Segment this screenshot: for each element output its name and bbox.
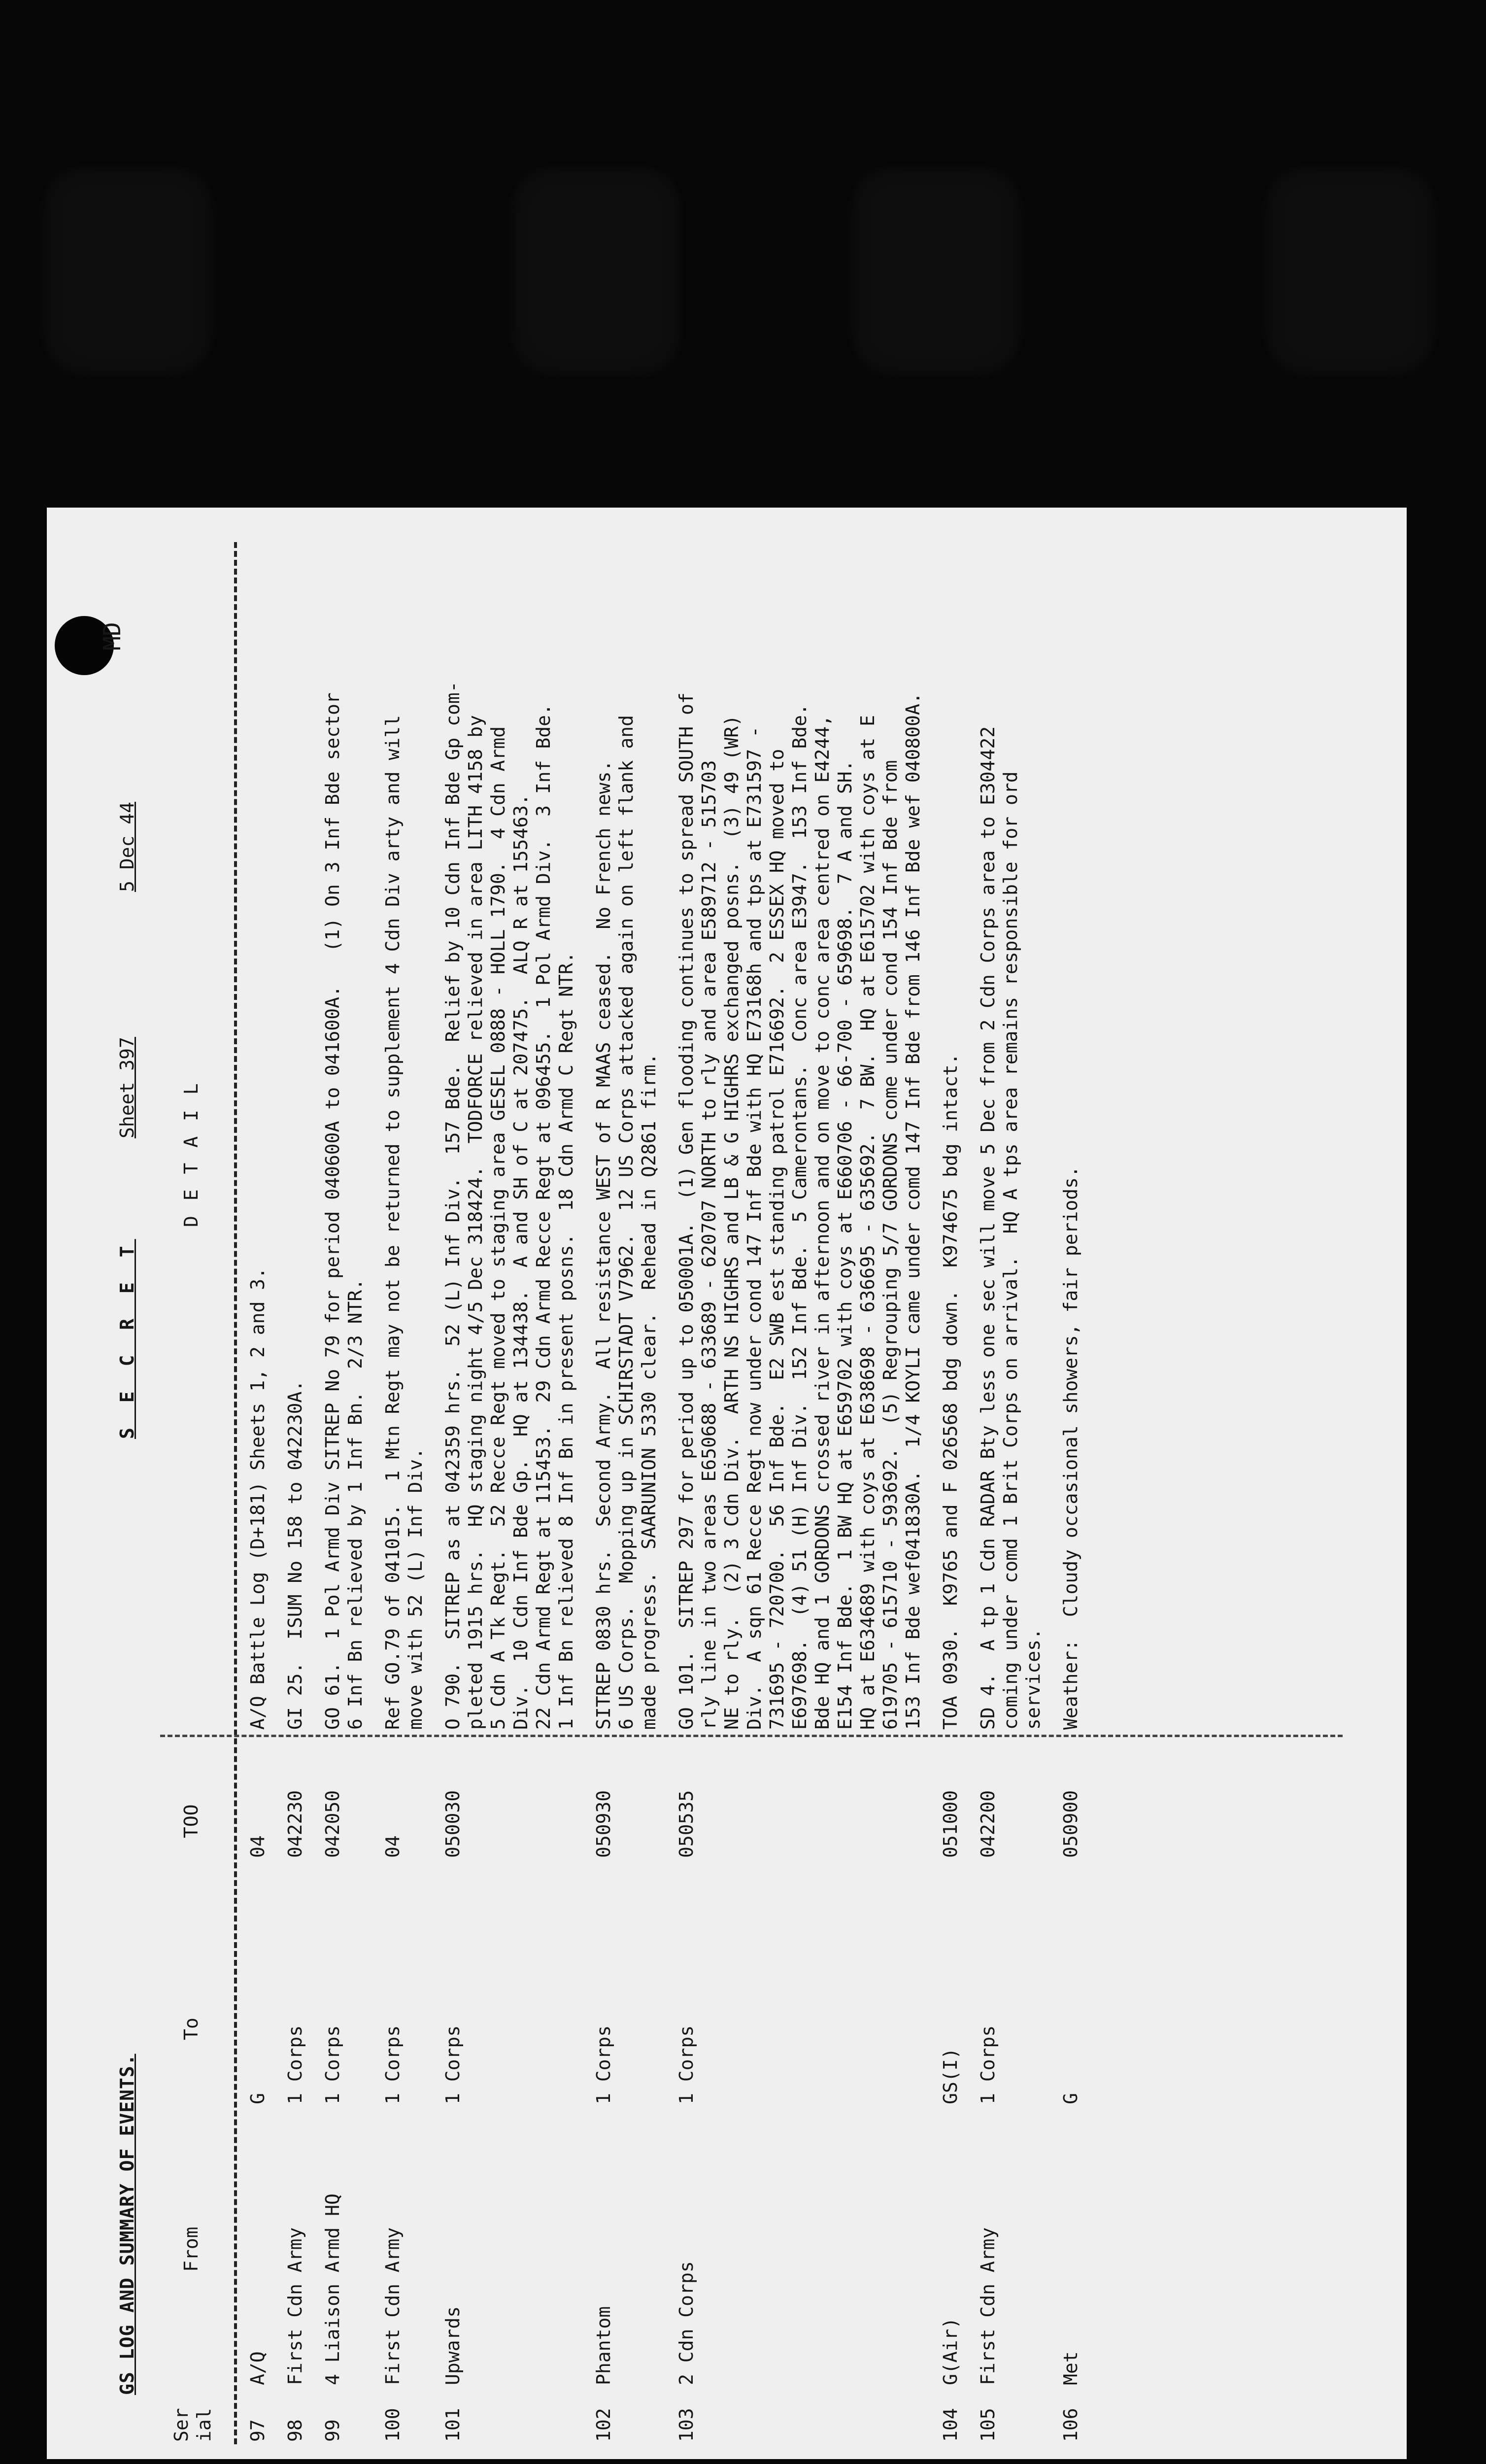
row-from: Upwards — [442, 2306, 464, 2385]
table-row — [284, 508, 321, 2459]
row-serial: 101 — [442, 2408, 464, 2442]
row-to: GS(I) — [940, 2048, 961, 2104]
detail-line: 5 Cdn A Tk Regt. 52 Recce Regt moved to staging area GESEL 0888 - HOLL 1790. 4 Cdn Armd — [487, 726, 509, 1730]
column-headers — [160, 508, 239, 2459]
row-too: 051000 — [940, 1790, 961, 1858]
detail-line: 1 Inf Bn relieved 8 Inf Bn in present posns. 18 Cdn Armd C Regt NTR. — [555, 952, 577, 1730]
row-from: First Cdn Army — [382, 2227, 404, 2385]
row-too: 042200 — [977, 1790, 999, 1858]
sheet-number: Sheet 397 — [116, 1037, 138, 1138]
detail-line: E154 Inf Bde. 1 BW HQ at E659702 with coys at E660706 - 66-700 - 659698. 7 A and SH. — [834, 760, 856, 1730]
detail-line: Weather: Cloudy occasional showers, fair periods. — [1060, 1166, 1081, 1730]
detail-line: GO 101. SITREP 297 for period up to 050001A. (1) Gen flooding continues to spread SOUTH of — [675, 692, 697, 1730]
row-serial: 99 — [322, 2419, 343, 2442]
row-serial: 102 — [593, 2408, 614, 2442]
row-to: 1 Corps — [442, 2025, 464, 2104]
row-from: 2 Cdn Corps — [675, 2261, 697, 2385]
table-row — [321, 508, 381, 2459]
detail-line: made progress. SAARUNION 5330 clear. Rehead in Q2861 firm. — [638, 1053, 660, 1730]
detail-line: HQ at E634689 with coys at E638698 - 636695 - 635692. 7 BW. HQ at E615702 with coys at E — [857, 715, 878, 1730]
handwritten-initials: MD — [99, 622, 126, 650]
row-from: G(Air) — [940, 2317, 961, 2385]
row-serial: 98 — [284, 2419, 306, 2442]
detail-line: GI 25. ISUM No 158 to 042230A. — [284, 1380, 306, 1730]
detail-line: NE to rly. (2) 3 Cdn Div. ARTH NS HIGHRS and LB & G HIGHRS exchanged posns. (3) 49 (WR) — [721, 715, 743, 1730]
row-serial: 105 — [977, 2408, 999, 2442]
row-to: 1 Corps — [977, 2025, 999, 2104]
row-to: G — [247, 2093, 269, 2104]
column-header-serial: Ser ial — [170, 2408, 215, 2442]
detail-line: rly line in two areas E650688 - 633689 - 620707 NORTH to rly and area E589712 - 515703 — [698, 760, 720, 1730]
detail-line: O 790. SITREP as at 042359 hrs. 52 (L) Inf Div. 157 Bde. Relief by 10 Cdn Inf Bde Gp com- — [442, 681, 464, 1730]
table-row — [592, 508, 675, 2459]
table-row — [381, 508, 441, 2459]
row-serial: 106 — [1060, 2408, 1081, 2442]
row-serial: 104 — [940, 2408, 961, 2442]
row-detail — [1059, 547, 1082, 1730]
detail-line: SITREP 0830 hrs. Second Army. All resistance WEST of R MAAS ceased. No French news. — [593, 760, 614, 1730]
row-detail — [939, 547, 962, 1730]
document-date: 5 Dec 44 — [116, 801, 138, 892]
detail-line: 731695 - 720700. 56 Inf Bde. E2 SWB est standing patrol E716692. 2 ESSEX HQ moved to — [766, 749, 788, 1730]
column-header-detail: D E T A I L — [180, 1081, 202, 1227]
detail-line: Ref GO.79 of 041015. 1 Mtn Regt may not be returned to supplement 4 Cdn Div arty and will — [382, 715, 404, 1730]
column-header-from: From — [180, 2226, 202, 2272]
row-too: 04 — [382, 1835, 404, 1858]
row-to: 1 Corps — [284, 2025, 306, 2104]
table-row — [977, 508, 1059, 2459]
row-too: 042230 — [284, 1790, 306, 1858]
header-divider — [234, 542, 237, 2444]
detail-line: coming under comd 1 Brit Corps on arrival. HQ A tps area remains responsible for ord — [1000, 771, 1021, 1730]
document-title: GS LOG AND SUMMARY OF EVENTS. — [116, 2053, 138, 2395]
detail-line: services. — [1022, 1628, 1044, 1730]
detail-line: A/Q Battle Log (D+181) Sheets 1, 2 and 3. — [247, 1267, 269, 1730]
row-from: First Cdn Army — [977, 2227, 999, 2385]
row-to: G — [1060, 2093, 1081, 2104]
row-to: 1 Corps — [382, 2025, 404, 2104]
film-sprocket-hole — [1261, 163, 1439, 379]
table-row — [939, 508, 977, 2459]
document-header — [99, 572, 160, 2395]
rotated-log-sheet — [47, 508, 1407, 2459]
row-too: 042050 — [322, 1790, 343, 1858]
film-sprocket-hole — [39, 163, 217, 379]
row-too: 050535 — [675, 1790, 697, 1858]
row-from: Phantom — [593, 2306, 614, 2385]
row-too: 04 — [247, 1835, 269, 1858]
row-from: First Cdn Army — [284, 2227, 306, 2385]
row-detail — [675, 547, 924, 1730]
document-page — [47, 508, 1407, 2459]
detail-line: E697698. (4) 51 (H) Inf Div. 152 Inf Bde. 5 Camerontans. Conc area E3947. 153 Inf Bde. — [789, 704, 811, 1730]
row-to: 1 Corps — [593, 2025, 614, 2104]
row-too: 050930 — [593, 1790, 614, 1858]
row-serial: 103 — [675, 2408, 697, 2442]
row-to: 1 Corps — [322, 2025, 343, 2104]
film-sprocket-hole — [507, 163, 685, 379]
column-header-to: To — [180, 2018, 202, 2040]
detail-line: 22 Cdn Armd Regt at 115453. 29 Cdn Armd Recce Regt at 096455. 1 Pol Armd Div. 3 Inf Bde. — [533, 704, 554, 1730]
row-from: A/Q — [247, 2351, 269, 2385]
row-serial: 97 — [247, 2419, 269, 2442]
row-serial: 100 — [382, 2408, 404, 2442]
row-too: 050030 — [442, 1790, 464, 1858]
detail-line: move with 52 (L) Inf Div. — [405, 1448, 426, 1730]
detail-line: 6 US Corps. Mopping up in SCHIRSTADT V7962. 12 US Corps attacked again on left flank and — [615, 715, 637, 1730]
detail-line: SD 4. A tp 1 Cdn RADAR Bty less one sec will move 5 Dec from 2 Cdn Corps area to E304422 — [977, 726, 999, 1730]
row-too: 050900 — [1060, 1790, 1081, 1858]
row-detail — [284, 547, 306, 1730]
row-detail — [977, 547, 1045, 1730]
row-to: 1 Corps — [675, 2025, 697, 2104]
detail-line: GO 61. 1 Pol Armd Div SITREP No 79 for period 040600A to 041600A. (1) On 3 Inf Bde sector — [322, 692, 343, 1730]
row-detail — [246, 547, 269, 1730]
film-sprocket-hole — [847, 163, 1025, 379]
detail-line: Bde HQ and 1 GORDONS crossed river in afternoon and on move to conc area centred on E4244, — [811, 715, 833, 1730]
row-detail — [441, 547, 577, 1730]
detail-line: 619705 - 615710 - 593692. (5) Regrouping 5/7 GORDONS come under cond 154 Inf Bde from — [879, 760, 901, 1730]
classification-label: S E C R E T — [116, 1239, 138, 1439]
detail-line: Div. 10 Cdn Inf Bde Gp. HQ at 134438. A and SH of C at 207475. ALQ R at 155463. — [510, 794, 532, 1730]
row-detail — [381, 547, 427, 1730]
detail-line: Div. A sqn 61 Recce Regt now under cond 147 Inf Bde with HQ E73168h and tps at E731597 - — [743, 726, 765, 1730]
table-row — [1059, 508, 1097, 2459]
row-detail — [321, 547, 367, 1730]
table-row — [246, 508, 284, 2459]
detail-line: 6 Inf Bn relieved by 1 Inf Bn. 2/3 NTR. — [344, 1278, 366, 1730]
detail-line: 153 Inf Bde wef041830A. 1/4 KOYLI came under comd 147 Inf Bde from 146 Inf Bde wef 040800A. — [902, 692, 924, 1730]
column-header-too: TOO — [180, 1804, 202, 1838]
table-row — [441, 508, 592, 2459]
detail-line: TOA 0930. K9765 and F 026568 bdg down. K974675 bdg intact. — [940, 1053, 961, 1730]
row-detail — [592, 547, 660, 1730]
row-from: 4 Liaison Armd HQ — [322, 2193, 343, 2385]
table-row — [675, 508, 939, 2459]
detail-line: pleted 1915 hrs. HQ staging night 4/5 Dec 318424. TODFORCE relieved in area LITH 4158 by — [465, 715, 486, 1730]
log-entries — [246, 508, 1097, 2459]
row-from: Met — [1060, 2351, 1081, 2385]
